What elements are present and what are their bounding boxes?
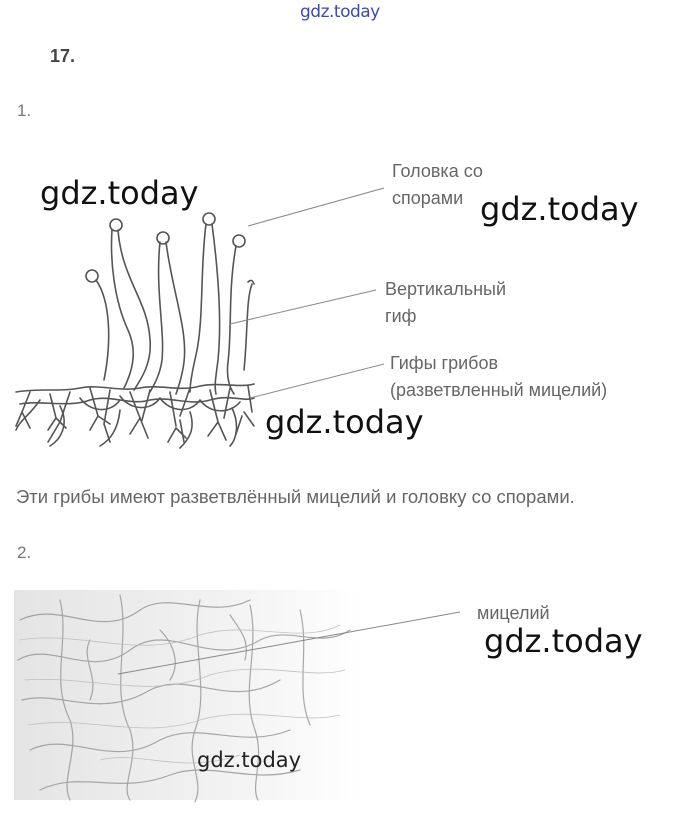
mycelium (20, 398, 254, 404)
part1-number: 1. (17, 101, 32, 120)
label-hyphae-line2: (разветвленный мицелий) (390, 380, 608, 400)
leader-line-vertical (230, 290, 376, 324)
sporangium-open (248, 280, 254, 284)
part1-caption: Эти грибы имеют разветвлённый мицелий и головку со спорами. (16, 486, 575, 507)
label-hyphae-line1: Гифы грибов (390, 353, 499, 373)
leader-line-head (248, 188, 384, 226)
label-head-line2: спорами (392, 188, 464, 208)
leader-line-hyphae (250, 364, 384, 398)
mycelium (22, 386, 252, 426)
watermark: gdz.today (197, 748, 302, 772)
mycelium-illustration (0, 580, 690, 810)
vertical-hypha (166, 242, 185, 394)
sporangium (157, 232, 169, 244)
label-head-line1: Головка со (392, 161, 483, 181)
vertical-hypha (118, 230, 150, 390)
vertical-hypha (150, 242, 163, 392)
vertical-hypha (96, 280, 109, 380)
vertical-hypha (190, 224, 206, 392)
sporangium (203, 213, 215, 225)
task-number: 17. (50, 46, 76, 66)
sporangium (233, 235, 245, 247)
vertical-hypha (244, 284, 252, 370)
label-mycelium: мицелий (477, 603, 550, 623)
label-vertical-line2: гиф (385, 306, 417, 326)
watermark: gdz.today (40, 174, 199, 212)
mycelium (16, 412, 254, 442)
sporangium (110, 219, 122, 231)
header-watermark: gdz.today (300, 2, 380, 22)
sporangium (86, 270, 98, 282)
watermark: gdz.today (484, 622, 643, 660)
vertical-hypha (212, 224, 220, 394)
watermark: gdz.today (265, 403, 424, 441)
watermark: gdz.today (480, 190, 639, 228)
mycelium (16, 384, 254, 392)
part2-number: 2. (17, 543, 32, 562)
label-vertical-line1: Вертикальный (385, 279, 507, 299)
vertical-hypha (227, 246, 236, 394)
